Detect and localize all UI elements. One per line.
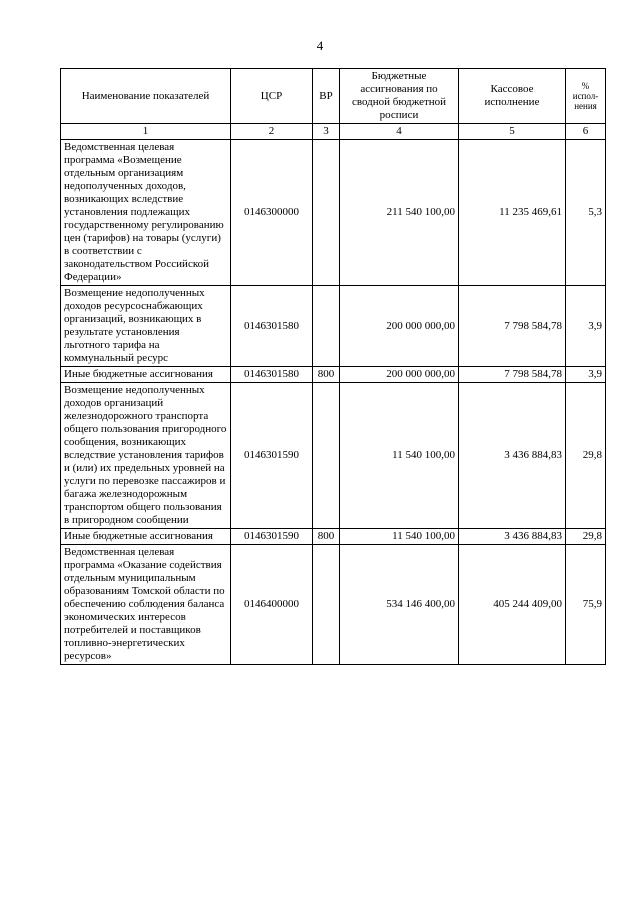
row-name: Возмещение недополученных доходов организаций железнодорожного транспорта общего пользования пригородного сообщения, возникающих вследствие установления тарифов и (или) их предельных уровней на услуги по перевозке пассажиров и багажа железнодорожным транспортом общего пользования в пригородном сообщении	[61, 383, 231, 529]
table-row	[61, 140, 606, 286]
table-row	[61, 383, 606, 529]
page-number: 4	[316, 38, 324, 53]
header-csr: ЦСР	[231, 69, 313, 124]
row-budget: 200 000 000,00	[340, 367, 459, 383]
row-percent: 29,8	[566, 383, 606, 529]
table-row	[61, 286, 606, 367]
header-percent: % испол-нения	[566, 69, 606, 124]
row-cash: 3 436 884,83	[459, 529, 566, 545]
column-number: 2	[231, 124, 313, 140]
row-budget: 11 540 100,00	[340, 529, 459, 545]
table-row	[61, 529, 606, 545]
row-cash: 11 235 469,61	[459, 140, 566, 286]
row-csr: 0146300000	[231, 140, 313, 286]
row-percent: 75,9	[566, 545, 606, 665]
table-header-row	[61, 69, 606, 124]
row-vr	[313, 140, 340, 286]
header-vr: ВР	[313, 69, 340, 124]
header-budget: Бюджетные ассигнования по сводной бюджетной росписи	[340, 69, 459, 124]
row-csr: 0146301590	[231, 383, 313, 529]
row-csr: 0146301580	[231, 286, 313, 367]
row-vr: 800	[313, 529, 340, 545]
row-cash: 3 436 884,83	[459, 383, 566, 529]
table-row	[61, 367, 606, 383]
row-budget: 211 540 100,00	[340, 140, 459, 286]
row-budget: 11 540 100,00	[340, 383, 459, 529]
column-number: 4	[340, 124, 459, 140]
row-name: Иные бюджетные ассигнования	[61, 529, 231, 545]
column-number: 6	[566, 124, 606, 140]
column-number: 1	[61, 124, 231, 140]
column-number: 5	[459, 124, 566, 140]
row-vr: 800	[313, 367, 340, 383]
row-percent: 3,9	[566, 286, 606, 367]
row-vr	[313, 383, 340, 529]
row-percent: 3,9	[566, 367, 606, 383]
column-number: 3	[313, 124, 340, 140]
header-name: Наименование показателей	[61, 69, 231, 124]
column-number-row	[61, 124, 606, 140]
row-percent: 29,8	[566, 529, 606, 545]
header-cash: Кассовое исполнение	[459, 69, 566, 124]
row-vr	[313, 286, 340, 367]
row-csr: 0146301580	[231, 367, 313, 383]
row-csr: 0146400000	[231, 545, 313, 665]
row-name: Ведомственная целевая программа «Оказание содействия отдельным муниципальным образованиям Томской области по обеспечению соблюдения баланса экономических интересов потребителей и поставщиков топливно-энергетических ресурсов»	[61, 545, 231, 665]
budget-execution-table	[60, 68, 606, 665]
row-percent: 5,3	[566, 140, 606, 286]
row-budget: 534 146 400,00	[340, 545, 459, 665]
row-cash: 7 798 584,78	[459, 286, 566, 367]
row-vr	[313, 545, 340, 665]
row-name: Иные бюджетные ассигнования	[61, 367, 231, 383]
row-name: Ведомственная целевая программа «Возмещение отдельным организациям недополученных доходов, возникающих вследствие установления подлежащих государственному регулированию цен (тарифов) на товары (услуги) в соответствии с законодательством Российской Федерации»	[61, 140, 231, 286]
row-name: Возмещение недополученных доходов ресурсоснабжающих организаций, возникающих в результате установления льготного тарифа на коммунальный ресурс	[61, 286, 231, 367]
row-csr: 0146301590	[231, 529, 313, 545]
row-cash: 405 244 409,00	[459, 545, 566, 665]
table-row	[61, 545, 606, 665]
row-budget: 200 000 000,00	[340, 286, 459, 367]
row-cash: 7 798 584,78	[459, 367, 566, 383]
